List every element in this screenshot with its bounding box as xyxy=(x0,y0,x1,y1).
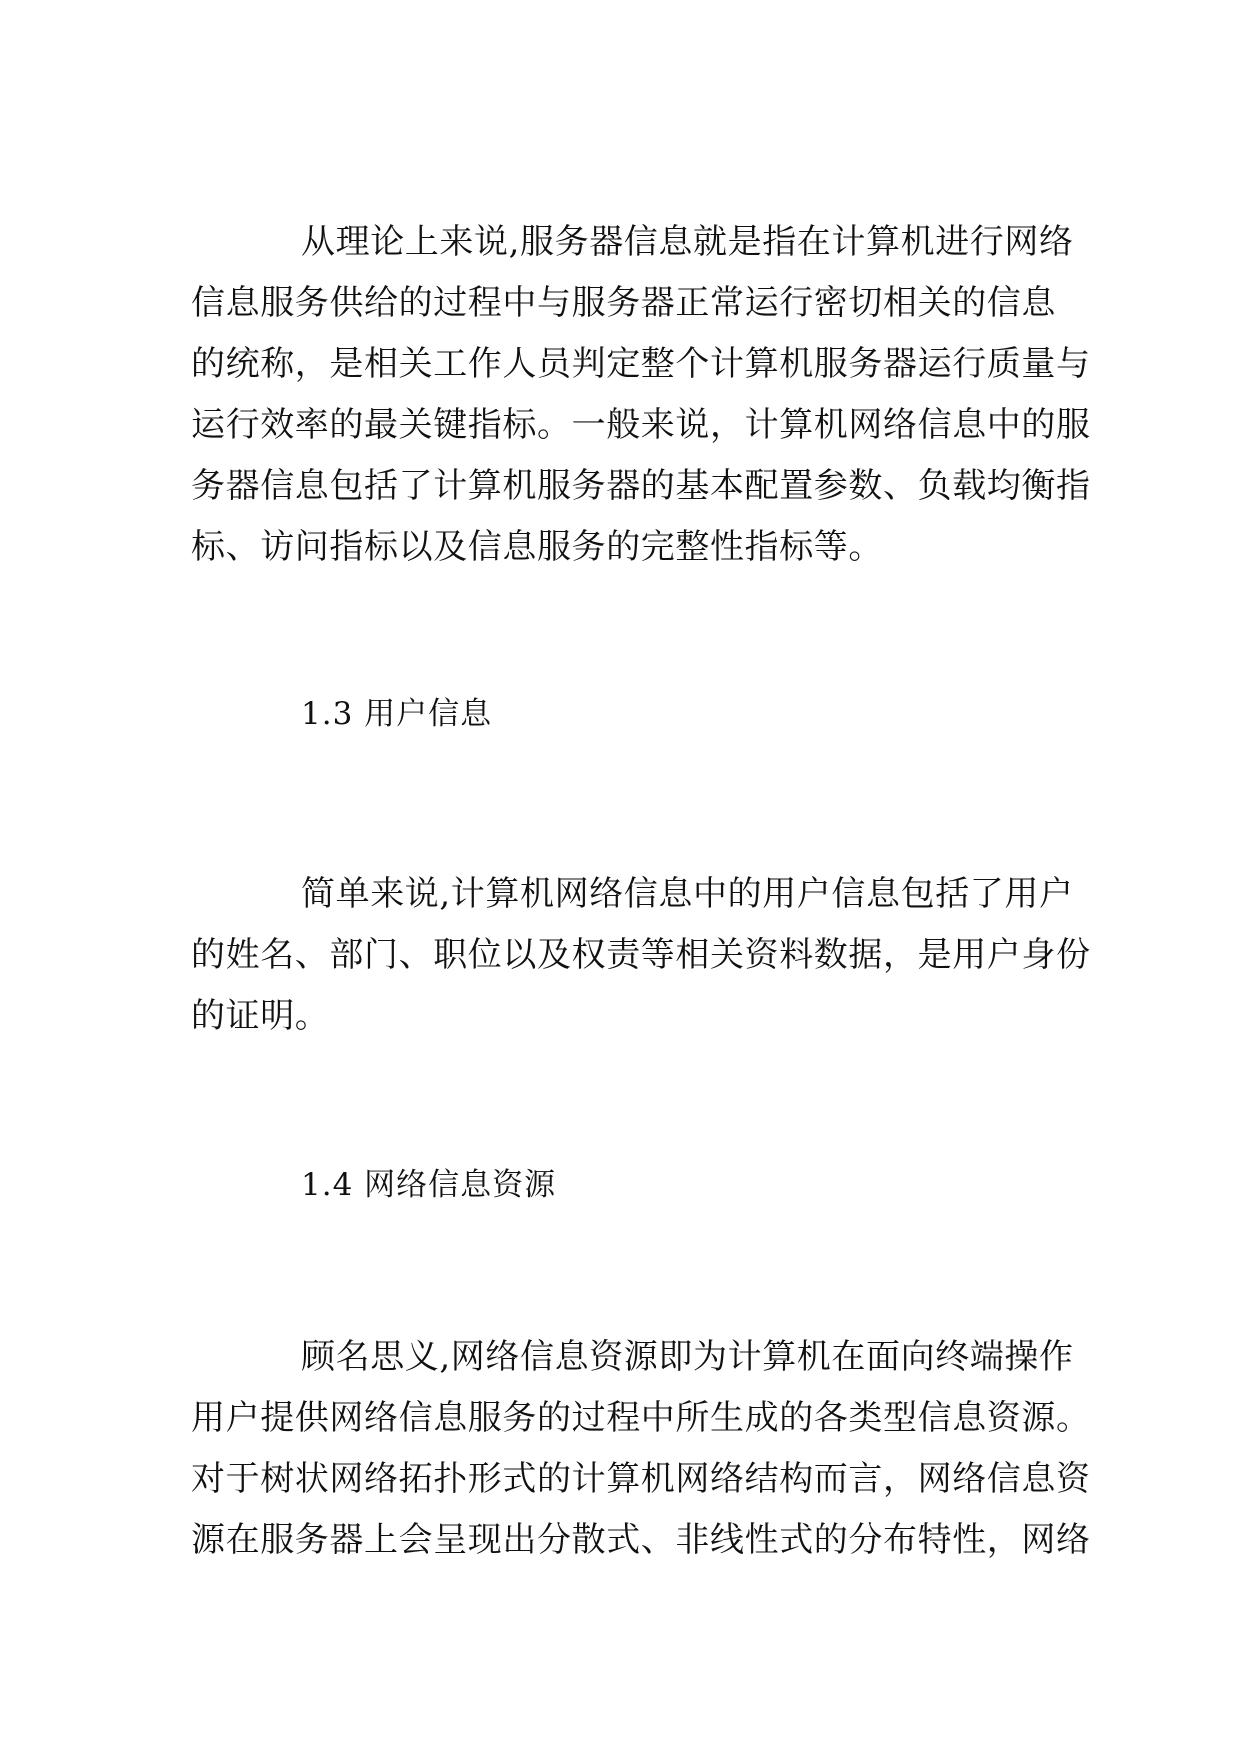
section-heading-network-resources: 1.4 网络信息资源 xyxy=(301,1167,557,1203)
paragraph-line: 标、访问指标以及信息服务的完整性指标等。 xyxy=(191,527,883,567)
paragraph-line: 务器信息包括了计算机服务器的基本配置参数、负载均衡指 xyxy=(191,466,1091,506)
paragraph-line: 信息服务供给的过程中与服务器正常运行密切相关的信息 xyxy=(191,283,1056,323)
paragraph-user-info xyxy=(191,864,1151,1047)
paragraph-line: 运行效率的最关键指标。一般来说，计算机网络信息中的服 xyxy=(191,405,1091,445)
paragraph-line: 源在服务器上会呈现出分散式、非线性式的分布特性，网络 xyxy=(191,1520,1091,1560)
section-heading-user-info: 1.3 用户信息 xyxy=(301,696,493,732)
paragraph-server-info xyxy=(191,212,1151,578)
paragraph-line: 顾名思义,网络信息资源即为计算机在面向终端操作 xyxy=(301,1337,1074,1377)
paragraph-line: 用户提供网络信息服务的过程中所生成的各类型信息资源。 xyxy=(191,1398,1091,1438)
paragraph-line: 的姓名、部门、职位以及权责等相关资料数据，是用户身份 xyxy=(191,935,1091,975)
paragraph-line: 的统称，是相关工作人员判定整个计算机服务器运行质量与 xyxy=(191,344,1091,384)
paragraph-line: 简单来说,计算机网络信息中的用户信息包括了用户 xyxy=(301,874,1074,914)
paragraph-line: 从理论上来说,服务器信息就是指在计算机进行网络 xyxy=(301,222,1074,262)
paragraph-line: 的证明。 xyxy=(191,996,330,1036)
paragraph-line: 对于树状网络拓扑形式的计算机网络结构而言，网络信息资 xyxy=(191,1459,1091,1499)
paragraph-network-resources xyxy=(191,1327,1151,1571)
